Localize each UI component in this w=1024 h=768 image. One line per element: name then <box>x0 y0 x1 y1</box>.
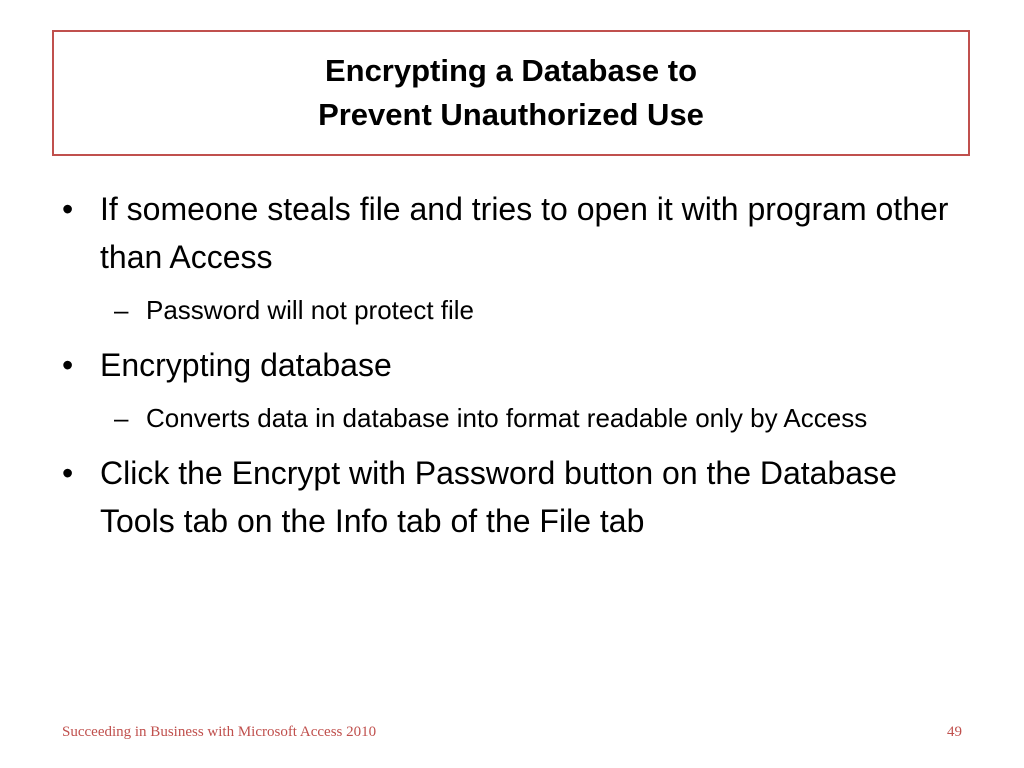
sub-bullet-text: Converts data in database into format readable only by Access <box>146 403 868 433</box>
bullet-text: Click the Encrypt with Password button on the Database Tools tab on the Info tab of the File tab <box>100 455 897 539</box>
slide-title-line-1: Encrypting a Database to <box>324 53 698 88</box>
title-box <box>52 30 970 156</box>
bullet-dot-icon: • <box>62 191 74 227</box>
bullet-item <box>62 185 962 281</box>
bullet-dot-icon: • <box>62 347 74 383</box>
bullet-item <box>62 449 962 545</box>
footer-course-title: Succeeding in Business with Microsoft Access 2010 <box>62 724 377 740</box>
sub-bullet-item <box>62 397 962 439</box>
dash-icon: – <box>114 295 129 325</box>
bullet-dot-icon: • <box>62 455 74 491</box>
sub-bullet-text: Password will not protect file <box>146 295 475 325</box>
slide-title-line-2: Prevent Unauthorized Use <box>318 97 704 132</box>
sub-bullet-item <box>62 289 962 331</box>
footer-page-number: 49 <box>947 724 962 740</box>
dash-icon: – <box>114 403 129 433</box>
slide-content <box>62 185 962 553</box>
bullet-text: If someone steals file and tries to open it with program other than Access <box>100 191 949 275</box>
bullet-item <box>62 341 962 389</box>
bullet-text: Encrypting database <box>100 347 392 383</box>
